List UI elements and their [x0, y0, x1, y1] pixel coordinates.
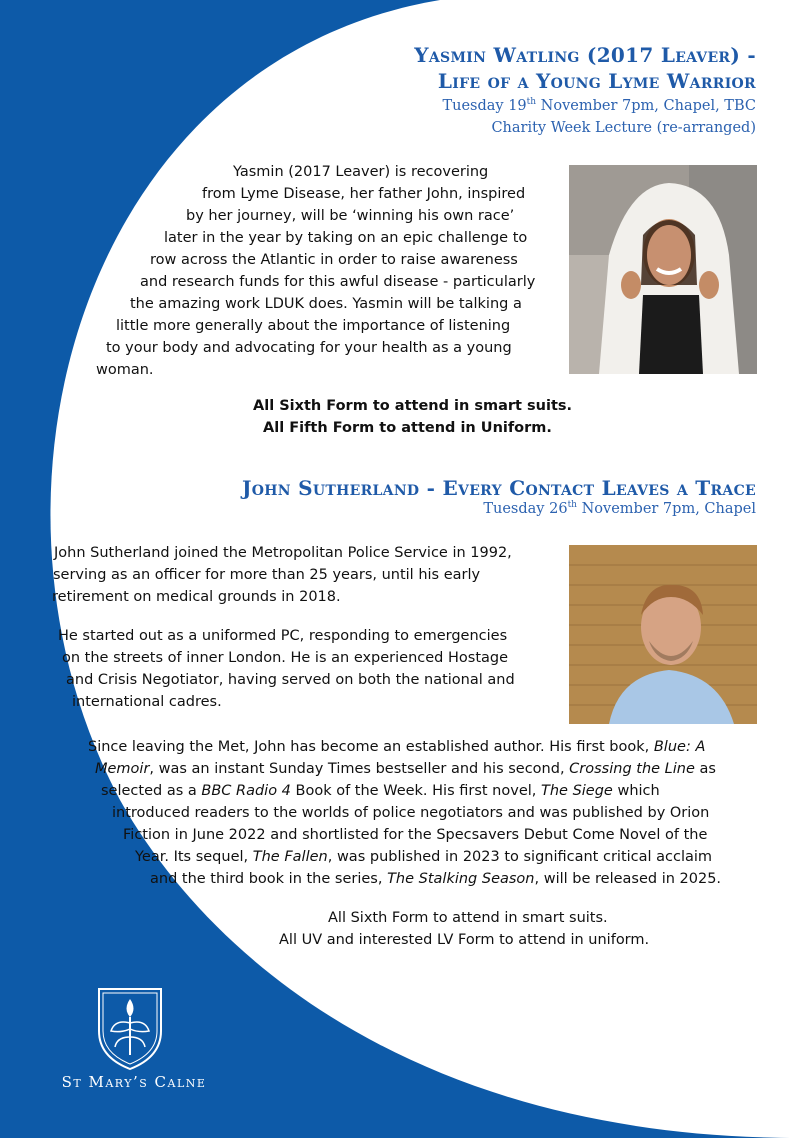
- john-photo: [569, 545, 757, 724]
- event2-date: Tuesday 26th November 7pm, Chapel: [483, 500, 756, 517]
- event2-title: John Sutherland - Every Contact Leaves a Trace: [241, 476, 756, 500]
- event2-para3-line: Memoir, was an instant Sunday Times bestseller and his second, Crossing the Line as: [95, 761, 716, 777]
- event2-para3-line: Year. Its sequel, The Fallen, was published in 2023 to significant critical acclaim: [135, 849, 713, 865]
- event1-body-line: by her journey, will be ‘winning his own race’: [186, 208, 515, 224]
- school-crest: [95, 985, 165, 1071]
- event2-attendance: All UV and interested LV Form to attend in uniform.: [279, 932, 650, 948]
- school-crest-icon: [95, 985, 165, 1071]
- portrait-photo-icon: [569, 545, 757, 724]
- event1-date: Tuesday 19th November 7pm, Chapel, TBC: [442, 97, 756, 114]
- event1-body-line: later in the year by taking on an epic challenge to: [164, 230, 528, 246]
- event2-para2-line: and Crisis Negotiator, having served on both the national and: [66, 672, 515, 688]
- event2-para2-line: He started out as a uniformed PC, responding to emergencies: [58, 628, 508, 644]
- event1-subtitle: Charity Week Lecture (re-arranged): [491, 120, 756, 136]
- event1-title: [156, 42, 756, 94]
- event2-para2-line: on the streets of inner London. He is an experienced Hostage: [62, 650, 509, 666]
- event2-para3-line: selected as a BBC Radio 4 Book of the Week. His first novel, The Siege which: [101, 783, 660, 799]
- event1-body-line: woman.: [96, 362, 154, 378]
- event1-title-line2: Life of a Young Lyme Warrior: [437, 69, 756, 93]
- event1-body-line: the amazing work LDUK does. Yasmin will be talking a: [130, 296, 522, 312]
- event1-body-line: and research funds for this awful disease - particularly: [140, 274, 536, 290]
- event2-para1-line: John Sutherland joined the Metropolitan Police Service in 1992,: [54, 545, 512, 561]
- event2-para2-line: international cadres.: [72, 694, 222, 710]
- event2-para3-line: and the third book in the series, The Stalking Season, will be released in 2025.: [150, 871, 722, 887]
- event2-attendance: All Sixth Form to attend in smart suits.: [328, 910, 608, 926]
- yasmin-photo: [569, 165, 757, 374]
- event1-attendance: All Sixth Form to attend in smart suits.: [253, 398, 573, 414]
- event1-attendance: All Fifth Form to attend in Uniform.: [263, 420, 552, 436]
- event2-para3-line: Fiction in June 2022 and shortlisted for the Specsavers Debut Come Novel of the: [123, 827, 708, 843]
- event2-para3-line: introduced readers to the worlds of police negotiators and was published by Orion: [112, 805, 710, 821]
- school-name: St Mary’s Calne: [61, 1073, 207, 1091]
- event1-body-line: from Lyme Disease, her father John, inspired: [202, 186, 526, 202]
- event2-para1-line: retirement on medical grounds in 2018.: [52, 589, 341, 605]
- event1-body-line: Yasmin (2017 Leaver) is recovering: [233, 164, 489, 180]
- event2-para3-line: Since leaving the Met, John has become an established author. His first book, Blue: A: [88, 739, 706, 755]
- portrait-photo-icon: [569, 165, 757, 374]
- event1-body-line: little more generally about the importance of listening: [116, 318, 511, 334]
- event1-body-line: to your body and advocating for your health as a young: [106, 340, 512, 356]
- event1-title-line1: Yasmin Watling (2017 Leaver) -: [414, 43, 756, 67]
- event1-body-line: row across the Atlantic in order to raise awareness: [150, 252, 518, 268]
- event2-para1-line: serving as an officer for more than 25 years, until his early: [53, 567, 481, 583]
